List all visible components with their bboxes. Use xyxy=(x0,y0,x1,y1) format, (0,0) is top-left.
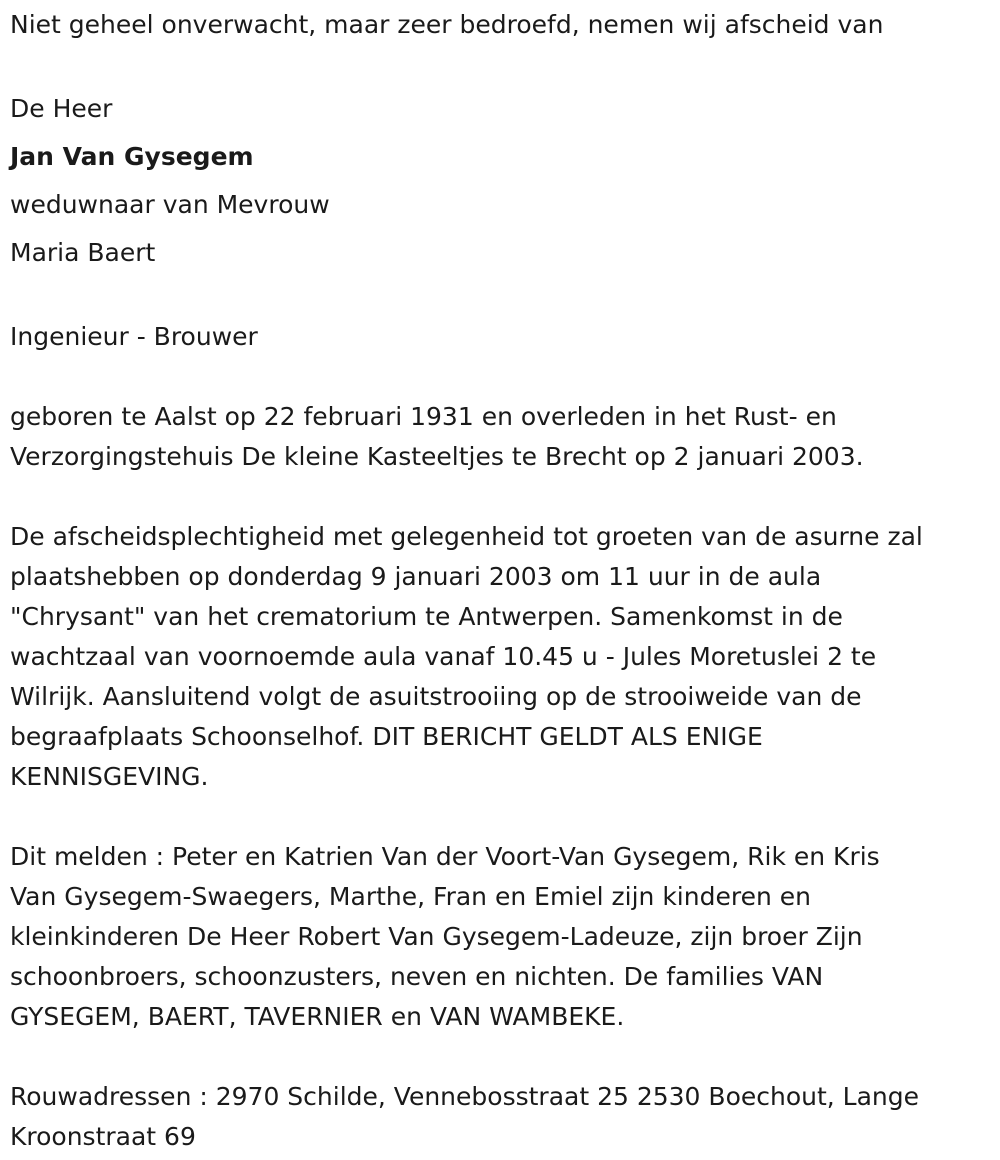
spouse-name: Maria Baert xyxy=(10,238,156,267)
spacer xyxy=(10,1037,990,1077)
family-line: schoonbroers, schoonzusters, neven en nichten. De families VAN xyxy=(10,962,824,991)
ceremony-line: De afscheidsplechtigheid met gelegenheid tot groeten van de asurne zal xyxy=(10,522,923,551)
birth-death-line: Verzorgingstehuis De kleine Kasteeltjes te Brecht op 2 januari 2003. xyxy=(10,442,864,471)
deceased-block xyxy=(10,85,990,277)
deceased-name: Jan Van Gysegem xyxy=(10,142,254,171)
ceremony-line: wachtzaal van voornoemde aula vanaf 10.45 u - Jules Moretuslei 2 te xyxy=(10,642,877,671)
intro-text: Niet geheel onverwacht, maar zeer bedroefd, nemen wij afscheid van xyxy=(10,10,884,39)
family-line: Van Gysegem-Swaegers, Marthe, Fran en Emiel zijn kinderen en xyxy=(10,882,811,911)
ceremony-line: begraafplaats Schoonselhof. DIT BERICHT GELDT ALS ENIGE xyxy=(10,722,763,751)
birth-death-paragraph xyxy=(10,397,990,477)
birth-death-line: geboren te Aalst op 22 februari 1931 en overleden in het Rust- en xyxy=(10,402,837,431)
widower-of: weduwnaar van Mevrouw xyxy=(10,190,330,219)
spacer xyxy=(10,357,990,397)
profession: Ingenieur - Brouwer xyxy=(10,322,258,351)
ceremony-line: Wilrijk. Aansluitend volgt de asuitstrooiing op de strooiweide van de xyxy=(10,682,862,711)
addresses-paragraph xyxy=(10,1077,990,1157)
spacer xyxy=(10,797,990,837)
ceremony-paragraph xyxy=(10,517,990,797)
address-line: Rouwadressen : 2970 Schilde, Vennebosstraat 25 2530 Boechout, Lange xyxy=(10,1082,920,1111)
honorific: De Heer xyxy=(10,94,113,123)
spacer xyxy=(10,477,990,517)
ceremony-line: "Chrysant" van het crematorium te Antwerpen. Samenkomst in de xyxy=(10,602,843,631)
obituary-notice xyxy=(10,5,990,1157)
family-paragraph xyxy=(10,837,990,1037)
family-line: kleinkinderen De Heer Robert Van Gysegem-Ladeuze, zijn broer Zijn xyxy=(10,922,863,951)
spacer xyxy=(10,277,990,317)
ceremony-line: plaatshebben op donderdag 9 januari 2003 om 11 uur in de aula xyxy=(10,562,822,591)
address-line: Kroonstraat 69 xyxy=(10,1122,196,1151)
spacer xyxy=(10,45,990,85)
family-line: GYSEGEM, BAERT, TAVERNIER en VAN WAMBEKE. xyxy=(10,1002,625,1031)
ceremony-line: KENNISGEVING. xyxy=(10,762,209,791)
family-line: Dit melden : Peter en Katrien Van der Voort-Van Gysegem, Rik en Kris xyxy=(10,842,880,871)
